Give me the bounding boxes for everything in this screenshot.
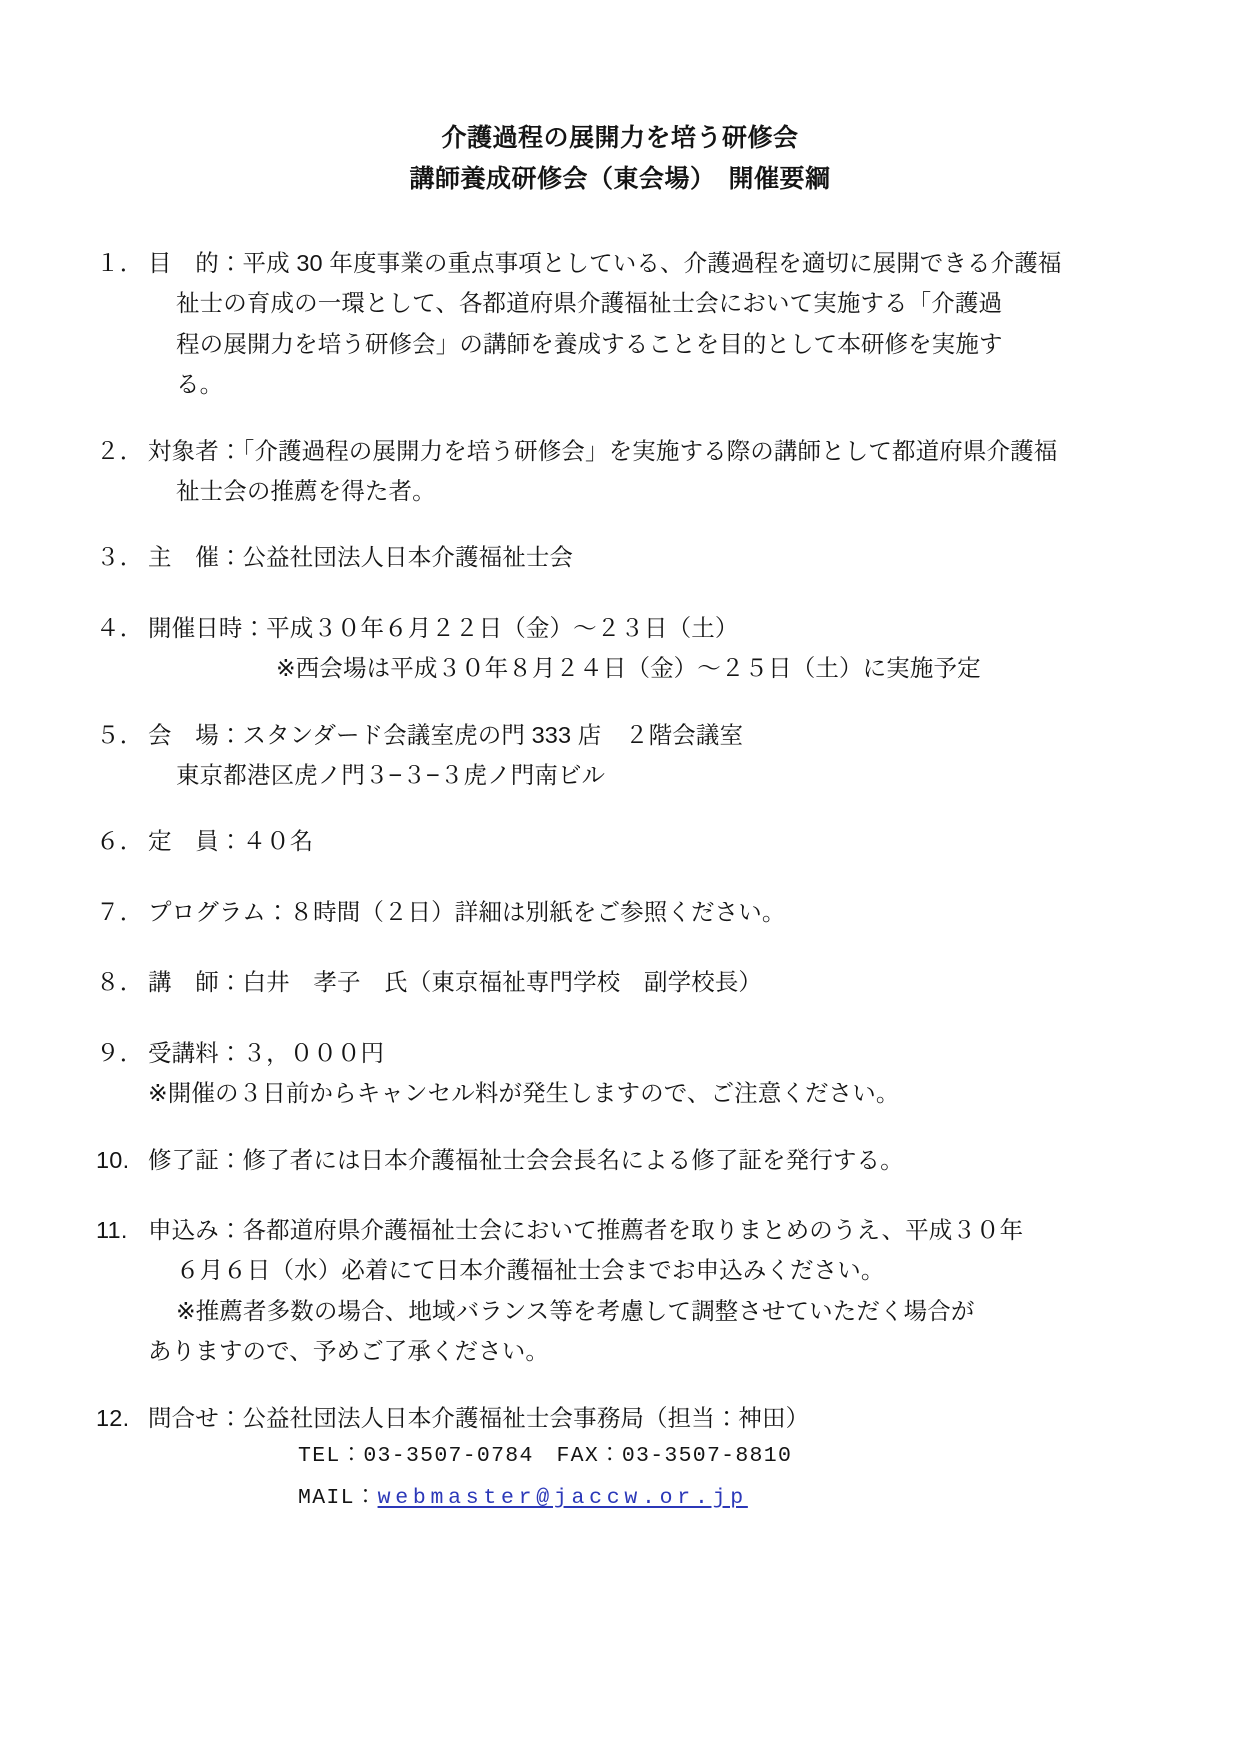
item-note-line: ※推薦者多数の場合、地域バランス等を考慮して調整させていただく場合が [176,1297,975,1324]
item-line: 主 催：公益社団法人日本介護福祉士会 [148,544,574,571]
item-datetime [96,608,1144,689]
item-line: 講 師：白井 孝子 氏（東京福祉専門学校 副学校長） [148,969,763,996]
item-number: 11. [96,1216,128,1243]
item-number: ８． [96,969,144,996]
item-capacity [96,821,1144,861]
item-number: ６． [96,828,144,855]
item-content [148,1033,1144,1114]
item-line: 祉士会の推薦を得た者。 [176,478,436,505]
item-line: る。 [176,371,224,398]
item-purpose [96,243,1144,405]
item-number: ２． [96,437,144,464]
item-number: ７． [96,898,144,925]
item-target-audience [96,431,1144,512]
item-venue [96,715,1144,796]
item-line: ※西会場は平成３０年８月２４日（金）〜２５日（土）に実施予定 [276,655,981,682]
item-application [96,1210,1144,1372]
title-line-1: 介護過程の展開力を培う研修会 [441,124,799,152]
item-fee [96,1033,1144,1114]
item-content [148,715,1144,796]
item-note-line: ※開催の３日前からキャンセル料が発生しますので、ご注意ください。 [148,1080,900,1107]
item-number: １． [96,250,144,276]
item-line: 定 員：４０名 [148,828,314,855]
item-program [96,892,1144,932]
item-content [148,431,1144,512]
item-content [148,1398,1144,1517]
item-line: 開催日時：平成３０年６月２２日（金）〜２３日（土） [148,614,739,641]
item-line: 目 的：平成 30 年度事業の重点事項としている、介護過程を適切に展開できる介護福 [148,250,1062,276]
item-line: 会 場：スタンダード会議室虎の門 333 店 ２階会議室 [148,721,744,748]
item-line: 対象者：「介護過程の展開力を培う研修会」を実施する際の講師として都道府県介護福 [148,437,1058,464]
item-number: ３． [96,544,144,571]
item-number: 12. [96,1404,130,1431]
item-content [148,892,1144,932]
item-certificate [96,1140,1144,1180]
item-contact [96,1398,1144,1517]
item-organizer [96,537,1144,577]
item-line: 程の展開力を培う研修会」の講師を養成することを目的として本研修を実施す [176,330,1003,357]
item-line: 東京都港区虎ノ門３−３−３虎ノ門南ビル [176,762,606,789]
item-line: 問合せ：公益社団法人日本介護福祉士会事務局（担当：神田） [148,1404,810,1431]
item-number: ４． [96,614,144,641]
contact-tel-fax: TEL：03-3507-0784 FAX：03-3507-8810 [298,1443,793,1468]
item-note-line: ありますので、予めご了承ください。 [148,1338,550,1365]
document-title [96,118,1144,199]
item-line: プログラム：８時間（２日）詳細は別紙をご参照ください。 [148,898,786,925]
item-content [148,608,1144,689]
item-line: ６月６日（水）必着にて日本介護福祉士会までお申込みください。 [176,1257,885,1284]
item-content [148,962,1144,1002]
item-content [148,1210,1144,1372]
item-number: 10. [96,1146,130,1173]
item-line: 祉士の育成の一環として、各都道府県介護福祉士会において実施する「介護過 [176,290,1003,317]
item-content [148,537,1144,577]
email-link[interactable]: webmaster@jaccw.or.jp [377,1485,748,1510]
item-content [148,821,1144,861]
contact-mail-row [148,1475,1144,1517]
item-line: 修了証：修了者には日本介護福祉士会会長名による修了証を発行する。 [148,1146,904,1173]
item-content [148,243,1144,405]
item-line: 受講料：３，０００円 [148,1039,385,1066]
title-line-2: 講師養成研修会（東会場） 開催要綱 [409,164,831,193]
item-number: ９． [96,1039,144,1066]
mail-label: MAIL： [298,1485,378,1510]
item-line: 申込み：各都道府県介護福祉士会において推薦者を取りまとめのうえ、平成３０年 [148,1216,1024,1243]
item-number: ５． [96,721,144,748]
item-content [148,1140,1144,1180]
item-lecturer [96,962,1144,1002]
